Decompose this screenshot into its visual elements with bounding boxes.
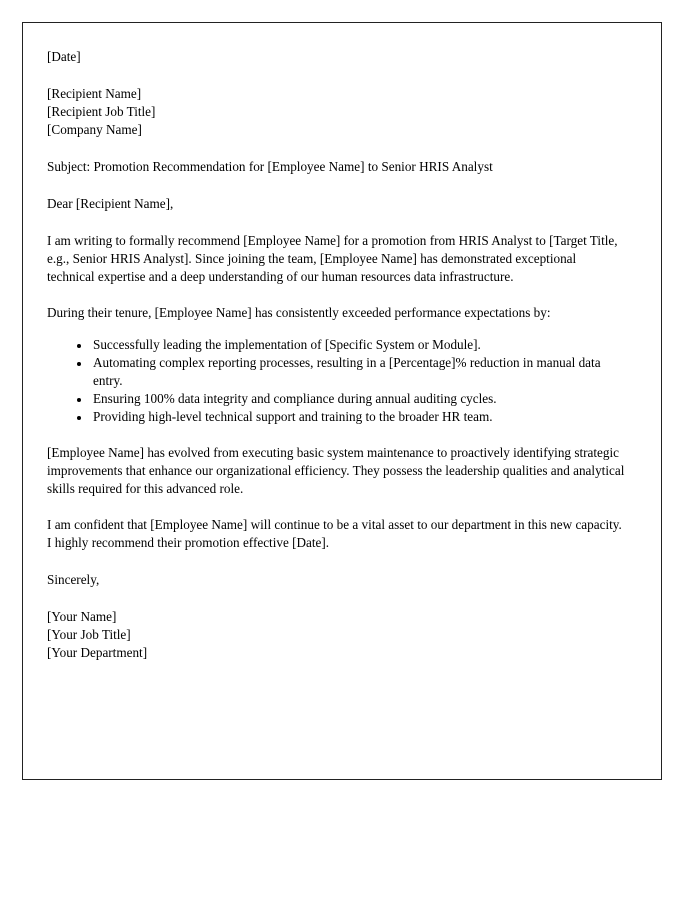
spacer-after-salutation bbox=[47, 213, 627, 232]
list-item: • Automating complex reporting processes, resulting in a [Percentage]% reduction in manual data entry. bbox=[91, 354, 627, 390]
spacer-after-subject bbox=[47, 176, 627, 195]
sender-department: [Your Department] bbox=[47, 645, 148, 660]
date-line: [Date] bbox=[47, 49, 81, 64]
body-paragraph-3: [Employee Name] has evolved from executing basic system maintenance to proactively identifying strategic improvements that enhance our organizational efficiency. They possess the leadership qualities and analytical skills required for this advanced role. bbox=[47, 445, 625, 496]
body-paragraph-4: I am confident that [Employee Name] will continue to be a vital asset to our department in this new capacity. I highly recommend their promotion effective [Date]. bbox=[47, 517, 622, 550]
spacer-after-paragraph-3 bbox=[47, 498, 627, 516]
signature-space bbox=[47, 589, 627, 608]
list-item: • Ensuring 100% data integrity and compliance during annual auditing cycles. bbox=[91, 390, 627, 408]
spacer-after-date bbox=[47, 66, 627, 85]
recipient-company: [Company Name] bbox=[47, 122, 142, 137]
sender-name: [Your Name] bbox=[47, 609, 117, 624]
letter-page bbox=[22, 22, 662, 780]
valediction: Sincerely, bbox=[47, 572, 100, 587]
spacer-before-bullets bbox=[47, 322, 627, 336]
body-paragraph-2: During their tenure, [Employee Name] has consistently exceeded performance expectations by: bbox=[47, 305, 551, 320]
signature-block bbox=[47, 608, 627, 662]
sender-job-title: [Your Job Title] bbox=[47, 627, 131, 642]
list-item: • Providing high-level technical support and training to the broader HR team. bbox=[91, 408, 627, 426]
spacer-after-address bbox=[47, 139, 627, 158]
spacer-after-bullets bbox=[47, 426, 627, 444]
achievements-list bbox=[47, 336, 627, 426]
letter-content bbox=[47, 48, 627, 662]
spacer-after-paragraph-1 bbox=[47, 286, 627, 304]
recipient-address-block bbox=[47, 85, 627, 139]
recipient-name: [Recipient Name] bbox=[47, 86, 142, 101]
spacer-before-closing bbox=[47, 552, 627, 571]
list-item: • Successfully leading the implementation of [Specific System or Module]. bbox=[91, 336, 627, 354]
salutation: Dear [Recipient Name], bbox=[47, 196, 174, 211]
recipient-job-title: [Recipient Job Title] bbox=[47, 104, 156, 119]
subject-line: Subject: Promotion Recommendation for [Employee Name] to Senior HRIS Analyst bbox=[47, 159, 493, 174]
body-paragraph-1: I am writing to formally recommend [Employee Name] for a promotion from HRIS Analyst to [Target Title, e.g., Senior HRIS Analyst]. Since joining the team, [Employee Name] has demonstrated exceptional technical expertise and a deep understanding of our human resources data infrastructure. bbox=[47, 233, 618, 284]
